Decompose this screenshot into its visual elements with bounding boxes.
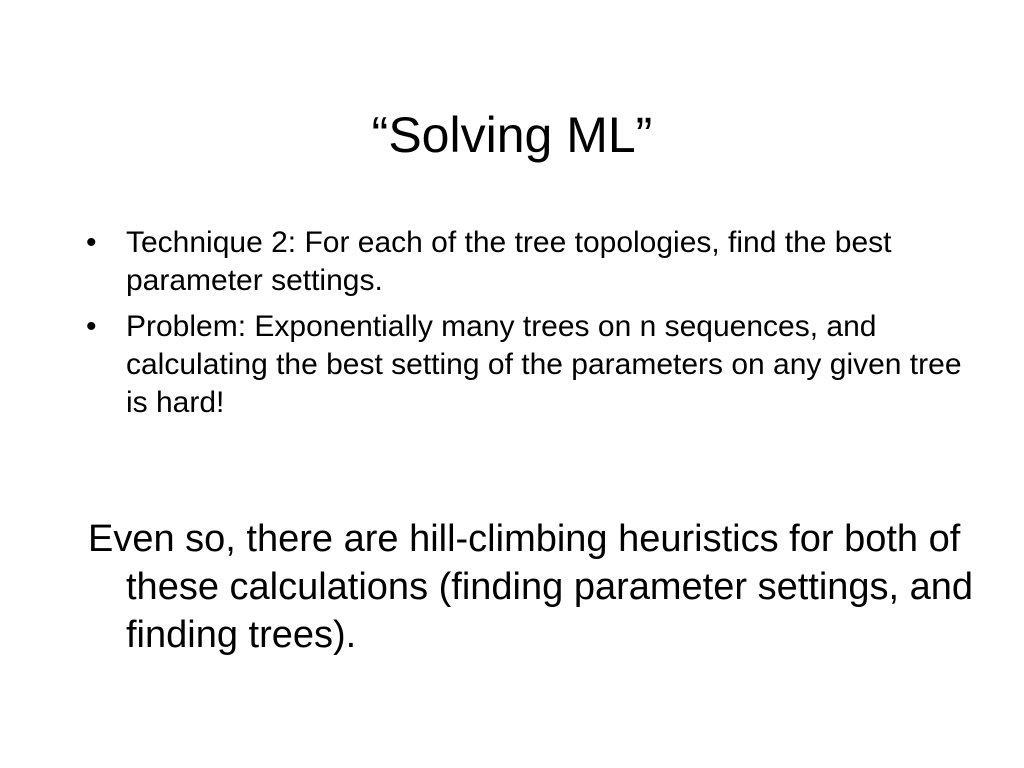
bullet-list xyxy=(86,224,966,430)
bullet-item-problem xyxy=(86,308,966,422)
bullet-text: Problem: Exponentially many trees on n sequences, and calculating the best setting of the parameters on any given tree is hard! xyxy=(126,310,962,419)
bullet-marker: • xyxy=(86,226,97,259)
bullet-item-technique xyxy=(86,224,966,300)
slide-title: “Solving ML” xyxy=(371,107,653,163)
bullet-marker: • xyxy=(86,310,97,343)
closing-paragraph: Even so, there are hill-climbing heuristics for both of these calculations (finding parameter settings, and finding trees). xyxy=(88,518,974,656)
bullet-text: Technique 2: For each of the tree topologies, find the best parameter settings. xyxy=(126,226,892,297)
